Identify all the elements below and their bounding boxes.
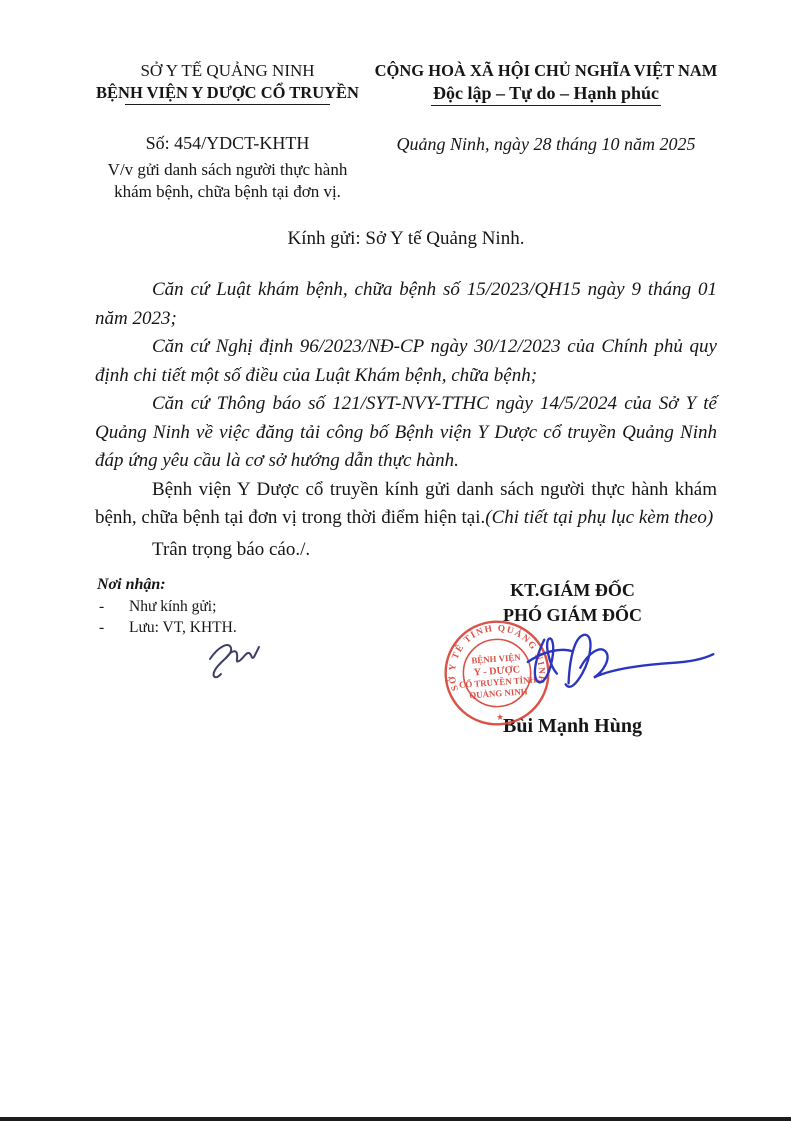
subject-line-2: khám bệnh, chữa bệnh tại đơn vị. [114,182,341,201]
national-title: CỘNG HOÀ XÃ HỘI CHỦ NGHĨA VIỆT NAM [374,61,718,80]
scan-bottom-edge [0,1117,791,1121]
legal-basis-paragraph-3: Căn cứ Thông báo số 121/SYT-NVY-TTHC ngày 14/5/2024 của Sở Y tế Quảng Ninh về việc đăng tải công bố Bệnh viện Y Dược cổ truyền Quảng Ninh đáp ứng yêu cầu là cơ sở hướng dẫn thực hành. [95,393,717,471]
recipient-item-text: Lưu: VT, KHTH. [129,618,237,636]
signer-name: Bùi Mạnh Hùng [503,715,642,737]
header-right-column [372,60,720,106]
recipient-line: Kính gửi: Sở Y tế Quảng Ninh. [287,228,525,249]
main-paragraph-note: (Chi tiết tại phụ lục kèm theo) [485,507,714,528]
seal-ring-label: SỞ Y TẾ TỈNH QUẢNG NINH [447,623,547,692]
dash-marker: - [99,618,105,636]
dash-marker: - [99,598,105,615]
handwritten-signature [523,628,721,696]
star-icon: ★ [496,712,504,722]
issuing-org-name: BỆNH VIỆN Y DƯỢC CỔ TRUYỀN [96,83,359,102]
main-paragraph-text: Bệnh viện Y Dược cổ truyền kính gửi danh sách người thực hành khám bệnh, chữa bệnh tại đơn vị trong thời điểm hiện tại. [95,478,717,528]
recipients-label: Nơi nhận: [97,576,166,593]
recipient-item [97,597,337,618]
handwritten-initial-mark [196,633,268,683]
header-left-column [70,60,385,105]
recipient-item-text: Như kính gửi; [129,598,217,615]
document-subject [70,159,385,203]
closing-line: Trân trọng báo cáo./. [152,538,311,560]
seal-center-line-4: QUẢNG NINH [468,686,528,701]
subject-line-1: V/v gửi danh sách người thực hành [107,160,348,179]
place-and-date: Quảng Ninh, ngày 28 tháng 10 năm 2025 [396,134,696,154]
legal-basis-paragraph-2: Căn cứ Nghị định 96/2023/NĐ-CP ngày 30/12/2023 của Chính phủ quy định chi tiết một số điều của Luật Khám bệnh, chữa bệnh; [95,336,717,386]
recipients-block [97,575,337,638]
seal-center-line-3: CỔ TRUYỀN TỈNH [458,674,537,690]
parent-org-name: SỞ Y TẾ QUẢNG NINH [140,61,315,80]
document-number: Số: 454/YDCT-KHTH [145,133,310,153]
main-paragraph [95,476,717,533]
signer-position-1: KT.GIÁM ĐỐC [510,580,635,600]
signer-position-2: PHÓ GIÁM ĐỐC [503,605,642,625]
org-name-underline [125,104,330,105]
national-motto: Độc lập – Tự do – Hạnh phúc [431,82,661,106]
seal-center-line-1: BỆNH VIỆN [471,652,521,666]
legal-basis-paragraph-1: Căn cứ Luật khám bệnh, chữa bệnh số 15/2023/QH15 ngày 9 tháng 01 năm 2023; [95,279,717,329]
document-body [95,227,717,564]
seal-center-line-2: Y - DƯỢC [473,664,521,679]
